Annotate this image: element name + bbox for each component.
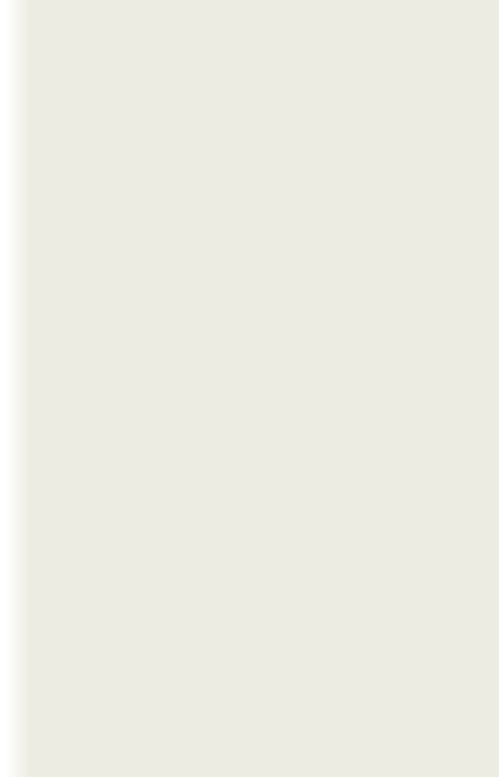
document-content bbox=[34, 0, 497, 9]
